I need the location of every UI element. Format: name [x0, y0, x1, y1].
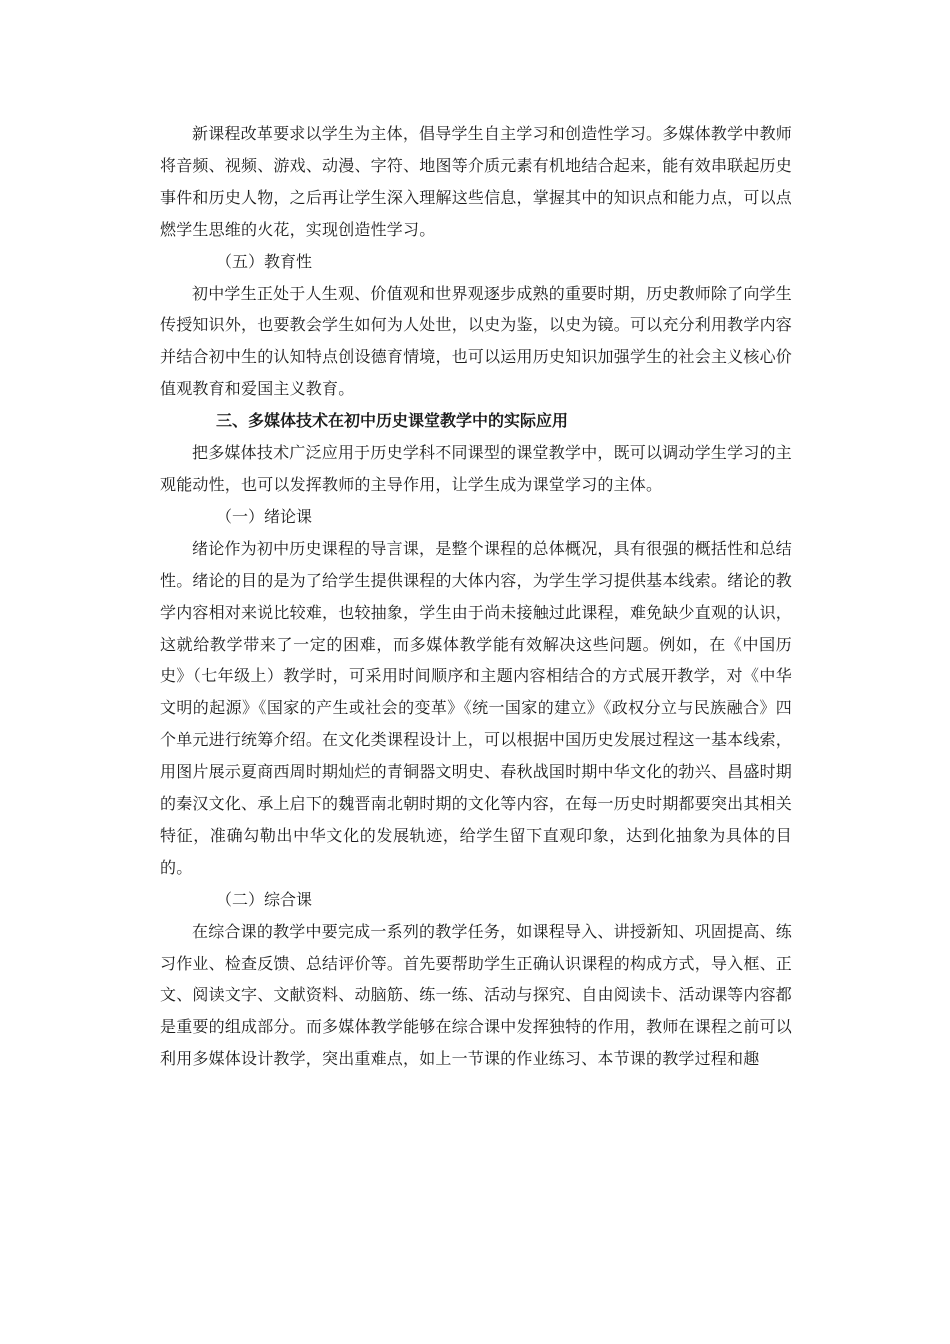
section-heading-application: 三、多媒体技术在初中历史课堂教学中的实际应用: [216, 411, 569, 431]
paragraph-introduction-lesson: 绪论作为初中历史课程的导言课，是整个课程的总体概况，具有很强的概括性和总结性。绪论的目的是为了给学生提供课程的大体内容，为学生学习提供基本线索。绪论的教学内容相对来说比较难，也较抽象，学生由于尚未接触过此课程，难免缺少直观的认识，这就给教学带来了一定的困难，而多媒体教学能有效解决这些问题。例如，在《中国历史》（七年级上）教学时，可采用时间顺序和主题内容相结合的方式展开教学，对《中华文明的起源》《国家的产生或社会的变革》《统一国家的建立》《政权分立与民族融合》四个单元进行统筹介绍。在文化类课程设计上，可以根据中国历史发展过程这一基本线索，用图片展示夏商西周时期灿烂的青铜器文明史、春秋战国时期中华文化的勃兴、昌盛时期的秦汉文化、承上启下的魏晋南北朝时期的文化等内容，在每一历史时期都要突出其相关特征，准确勾勒出中华文化的发展轨迹，给学生留下直观印象，达到化抽象为具体的目的。: [160, 538, 792, 877]
paragraph-comprehensive-lesson: 在综合课的教学中要完成一系列的教学任务，如课程导入、讲授新知、巩固提高、练习作业、检查反馈、总结评价等。首先要帮助学生正确认识课程的构成方式，导入框、正文、阅读文字、文献资料、动脑筋、练一练、活动与探究、自由阅读卡、活动课等内容都是重要的组成部分。而多媒体教学能够在综合课中发挥独特的作用，教师在课程之前可以利用多媒体设计教学，突出重难点，如上一节课的作业练习、本节课的教学过程和趣: [160, 921, 792, 1069]
subheading-educational: （五）教育性: [216, 251, 313, 271]
paragraph-creative-learning: 新课程改革要求以学生为主体，倡导学生自主学习和创造性学习。多媒体教学中教师将音频、视频、游戏、动漫、字符、地图等介质元素有机地结合起来，能有效串联起历史事件和历史人物，之后再让学生深入理解这些信息，掌握其中的知识点和能力点，可以点燃学生思维的火花，实现创造性学习。: [160, 124, 792, 239]
document-body: [160, 118, 792, 1075]
paragraph-moral-education: 初中学生正处于人生观、价值观和世界观逐步成熟的重要时期，历史教师除了向学生传授知识外，也要教会学生如何为人处世，以史为鉴，以史为镜。可以充分利用教学内容并结合初中生的认知特点创设德育情境，也可以运用历史知识加强学生的社会主义核心价值观教育和爱国主义教育。: [160, 283, 792, 399]
subheading-comprehensive-lesson: （二）综合课: [216, 889, 313, 909]
subheading-introduction-lesson: （一）绪论课: [216, 506, 313, 526]
paragraph-application-intro: 把多媒体技术广泛应用于历史学科不同课型的课堂教学中，既可以调动学生学习的主观能动性，也可以发挥教师的主导作用，让学生成为课堂学习的主体。: [160, 443, 792, 494]
